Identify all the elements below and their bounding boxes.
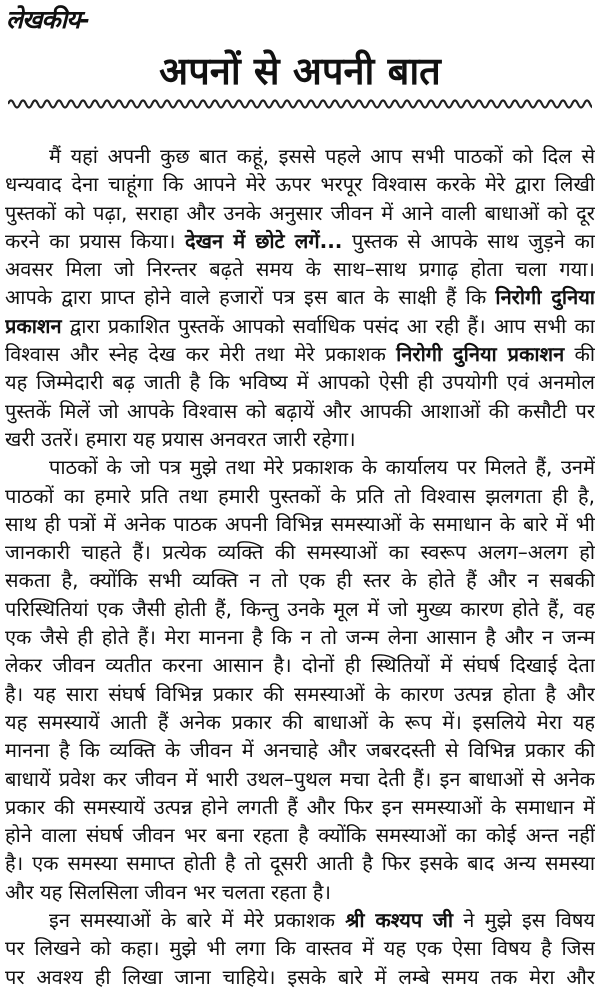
text-line: [5, 142, 595, 170]
text-line: [5, 849, 595, 877]
text-line: [5, 510, 595, 538]
text-line: [5, 963, 595, 991]
text-line: [5, 566, 595, 594]
bold-text: देखन में छोटे लगें...: [184, 228, 343, 253]
text-line: [5, 538, 595, 566]
text-segment: साथ ही पत्रों में अनेक पाठक अपनी विभिन्न समस्याओं के समाधान के बारे में भी: [5, 511, 595, 536]
text-segment: की: [564, 342, 595, 367]
text-segment: पुस्तकें मिलें जो आपके विश्वास को बढ़ायें और आपकी आशाओं की कसौटी पर: [5, 398, 595, 423]
text-line: [5, 680, 595, 708]
text-line: [5, 453, 595, 481]
text-line: [5, 255, 595, 283]
text-line: [5, 199, 595, 227]
text-segment: खरी उतरें। हमारा यह प्रयास अनवरत जारी रहेगा।: [5, 426, 356, 451]
text-line: [5, 283, 595, 311]
text-line: [5, 765, 595, 793]
text-segment: है। यह सारा संघर्ष विभिन्न प्रकार की समस्याओं के कारण उत्पन्न होता है और: [5, 681, 595, 706]
text-line: [5, 482, 595, 510]
text-segment: पर लिखने को कहा। मुझे भी लगा कि वास्तव में यह एक ऐसा विषय है जिस: [5, 936, 595, 961]
text-line: [5, 397, 595, 425]
text-segment: करने का प्रयास किया।: [5, 228, 185, 253]
text-segment: धन्यवाद देना चाहूंगा कि आपने मेरे ऊपर भरपूर विश्वास करके मेरे द्वारा लिखी: [5, 172, 595, 197]
text-segment: सकता है, क्योंकि सभी व्यक्ति न तो एक ही स्तर के होते हैं और न सबकी: [5, 568, 595, 593]
text-line: [5, 312, 595, 340]
text-line: [5, 736, 595, 764]
text-line: [5, 878, 595, 906]
text-segment: पाठकों के जो पत्र मुझे तथा मेरे प्रकाशक के कार्यालय पर मिलते हैं, उनमें: [49, 455, 595, 480]
text-segment: मानना है कि व्यक्ति के जीवन में अनचाहे और जबरदस्ती से विभिन्न प्रकार की: [5, 738, 595, 763]
document-body: [5, 142, 595, 991]
bold-text: निरोगी दुनिया: [495, 285, 595, 310]
text-segment: ने मुझे इस विषय: [453, 908, 595, 933]
bold-text: प्रकाशन: [5, 313, 62, 338]
decorative-wave-divider: [8, 96, 592, 110]
text-segment: पाठकों का हमारे प्रति तथा हमारी पुस्तकों के प्रति तो विश्वास झलगता ही है,: [5, 483, 595, 508]
text-line: [5, 227, 595, 255]
text-segment: है। एक समस्या समाप्त होती है तो दूसरी आती है फिर इसके बाद अन्य समस्या: [5, 851, 595, 876]
text-line: [5, 793, 595, 821]
text-segment: एक जैसे ही होते हैं। मेरा मानना है कि न तो जन्म लेना आसान है और न जन्म: [5, 625, 595, 650]
text-segment: पुस्तक से आपके साथ जुड़ने का: [342, 228, 595, 253]
text-segment: द्वारा प्रकाशित पुस्तकें आपको सर्वाधिक पसंद आ रही हैं। आप सभी का: [61, 313, 595, 338]
text-segment: इन समस्याओं के बारे में मेरे प्रकाशक: [49, 908, 346, 933]
text-segment: लेकर जीवन व्यतीत करना आसान है। दोनों ही स्थितियों में संघर्ष दिखाई देता: [5, 653, 595, 678]
bold-text: श्री कश्यप जी: [345, 908, 454, 933]
text-segment: और यह सिलसिला जीवन भर चलता रहता है।: [5, 879, 331, 904]
section-label: लेखकीय-: [6, 5, 89, 34]
page-title: अपनों से अपनी बात: [159, 49, 441, 93]
text-segment: यह जिम्मेदारी बढ़ जाती है कि भविष्य में आपको ऐसी ही उपयोगी एवं अनमोल: [5, 370, 595, 395]
text-segment: प्रकार की समस्यायें उत्पन्न होने लगती हैं और फिर इन समस्याओं के समाधान में: [5, 794, 595, 819]
text-line: [5, 934, 595, 962]
text-line: [5, 340, 595, 368]
bold-text: निरोगी दुनिया प्रकाशन: [396, 342, 565, 367]
text-line: [5, 595, 595, 623]
text-segment: मैं यहां अपनी कुछ बात कहूं, इससे पहले आप सभी पाठकों को दिल से: [49, 144, 595, 168]
text-line: [5, 708, 595, 736]
text-line: [5, 623, 595, 651]
text-line: [5, 651, 595, 679]
text-segment: अवसर मिला जो निरन्तर बढ़ते समय के साथ–साथ प्रगाढ़ होता चला गया।: [5, 257, 595, 282]
text-segment: पर अवश्य ही लिखा जाना चाहिये। इसके बारे में लम्बे समय तक मेरा और: [5, 964, 595, 989]
text-line: [5, 425, 595, 453]
text-segment: विश्वास और स्नेह देख कर मेरी तथा मेरे प्रकाशक: [5, 342, 397, 367]
text-segment: पुस्तकों को पढ़ा, सराहा और उनके अनुसार जीवन में आने वाली बाधाओं को दूर: [5, 200, 595, 225]
text-segment: जानकारी चाहते हैं। प्रत्येक व्यक्ति की समस्याओं का स्वरूप अलग–अलग हो: [5, 540, 595, 565]
text-segment: होने वाला संघर्ष जीवन भर बना रहता है क्योंकि समस्याओं का कोई अन्त नहीं: [5, 823, 595, 848]
text-segment: आपके द्वारा प्राप्त होने वाले हजारों पत्र इस बात के साक्षी हैं कि: [5, 285, 496, 310]
text-line: [5, 170, 595, 198]
text-line: [5, 821, 595, 849]
text-segment: बाधायें प्रवेश कर जीवन में भारी उथल–पुथल मचा देती हैं। इन बाधाओं से अनेक: [5, 766, 595, 791]
text-line: [5, 906, 595, 934]
text-segment: यह समस्यायें आती हैं अनेक प्रकार की बाधाओं के रूप में। इसलिये मेरा यह: [5, 709, 595, 734]
text-segment: परिस्थितियां एक जैसी होती हैं, किन्तु उनके मूल में जो मुख्य कारण होते हैं, वह: [5, 596, 595, 621]
text-line: [5, 368, 595, 396]
